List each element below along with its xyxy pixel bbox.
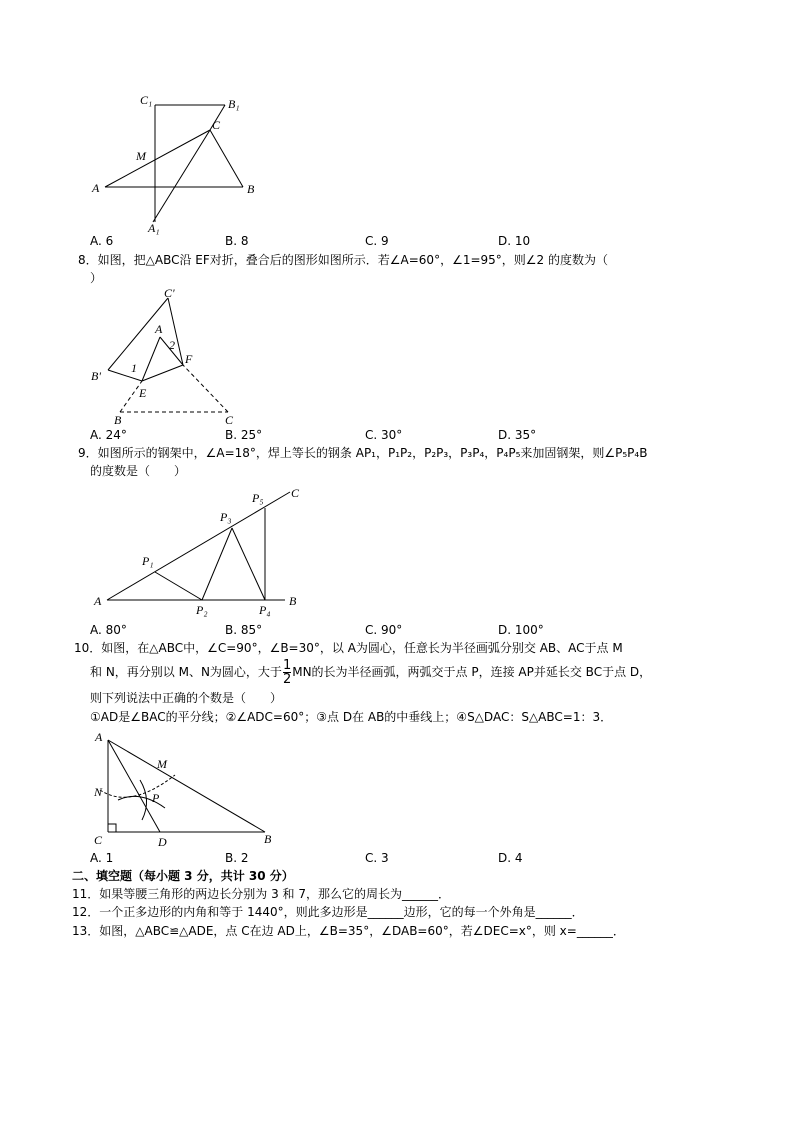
option-a: A. 24° <box>90 428 127 442</box>
figure-q8 <box>91 286 234 427</box>
label-E: E <box>139 386 147 400</box>
q10-text-2b: MN的长为半径画弧，两弧交于点 P，连接 AP并延长交 BC于点 D， <box>292 665 652 679</box>
label-A: A <box>94 594 102 608</box>
q10-statements: ①AD是∠BAC的平分线；②∠ADC=60°；③点 D在 AB的中垂线上；④S△DAC：S△ABC=1：3． <box>90 710 613 724</box>
figure-q7 <box>91 93 255 235</box>
q12-text: 12．一个正多边形的内角和等于 1440°，则此多边形是______边形，它的每一个外角是______． <box>72 905 584 919</box>
label-C: C <box>212 118 221 132</box>
option-c: C. 30° <box>365 428 403 442</box>
option-b: B. 2 <box>225 851 249 865</box>
label-M: M <box>157 757 167 771</box>
option-b: B. 8 <box>225 234 249 248</box>
label-P1: P₁ <box>142 554 154 568</box>
figure-q9 <box>93 486 300 617</box>
label-B1: B₁ <box>228 97 240 111</box>
option-c: C. 9 <box>365 234 389 248</box>
q10-text-2a: 和 N，再分别以 M、N为圆心，大于 <box>90 665 282 679</box>
label-D: D <box>158 835 167 849</box>
label-B: B <box>264 832 272 846</box>
q9-text-2: 的度数是（ ） <box>90 464 187 478</box>
label-A: A <box>155 322 163 336</box>
label-N: N <box>94 785 103 799</box>
fraction-half <box>283 659 291 686</box>
q8-text-2: ） <box>90 271 103 285</box>
option-a: A. 1 <box>90 851 114 865</box>
label-F: F <box>185 352 193 366</box>
option-c: C. 90° <box>365 623 403 637</box>
option-b: B. 25° <box>225 428 263 442</box>
option-c: C. 3 <box>365 851 389 865</box>
q10-text-3: 则下列说法中正确的个数是（ ） <box>90 691 283 705</box>
option-d: D. 100° <box>498 623 544 637</box>
q13-text: 13．如图，△ABC≌△ADE，点 C在边 AD上，∠B=35°，∠DAB=60°，若∠DEC=x°，则 x=______． <box>72 924 625 938</box>
q10-text: 10．如图，在△ABC中，∠C=90°，∠B=30°，以 A为圆心，任意长为半径画弧分别交 AB、AC于点 M <box>74 641 623 655</box>
label-C-prime: C' <box>164 286 175 300</box>
label-P5: P₅ <box>252 491 264 505</box>
label-P: P <box>152 791 160 805</box>
label-M: M <box>136 149 146 163</box>
label-C1: C₁ <box>140 93 153 107</box>
fraction-denominator: 2 <box>282 671 292 687</box>
label-A: A <box>95 730 103 744</box>
q8-text: 8．如图，把△ABC沿 EF对折，叠合后的图形如图所示．若∠A=60°，∠1=95°，则∠2 的度数为（ <box>78 253 608 267</box>
option-d: D. 10 <box>498 234 531 248</box>
q11-text: 11．如果等腰三角形的两边长分别为 3 和 7，那么它的周长为______． <box>72 887 450 901</box>
label-C: C <box>94 833 103 847</box>
option-a: A. 6 <box>90 234 114 248</box>
label-angle-2: 2 <box>169 338 175 352</box>
section-heading-fill-in: 二、填空题（每小题 3 分，共计 30 分） <box>72 869 294 883</box>
q9-text: 9．如图所示的钢架中，∠A=18°，焊上等长的钢条 AP₁，P₁P₂，P₂P₃，P₃P₄，P₄P₅来加固钢架，则∠P₅P₄B <box>78 446 648 460</box>
label-C: C <box>291 486 300 500</box>
label-P3: P₃ <box>220 510 232 524</box>
label-B: B <box>289 594 297 608</box>
figure-q10 <box>93 730 272 849</box>
label-angle-1: 1 <box>131 361 137 375</box>
fraction-numerator: 1 <box>282 657 292 673</box>
label-B: B <box>247 182 255 196</box>
option-d: D. 35° <box>498 428 537 442</box>
q10-text-2 <box>90 658 651 686</box>
label-P4: P₄ <box>259 603 271 617</box>
label-B-prime: B' <box>91 369 101 383</box>
label-C: C <box>225 413 234 427</box>
label-A: A <box>92 181 100 195</box>
label-P2: P₂ <box>196 603 208 617</box>
label-B: B <box>114 413 122 427</box>
option-a: A. 80° <box>90 623 127 637</box>
label-A1: A₁ <box>148 221 160 235</box>
option-d: D. 4 <box>498 851 523 865</box>
option-b: B. 85° <box>225 623 263 637</box>
